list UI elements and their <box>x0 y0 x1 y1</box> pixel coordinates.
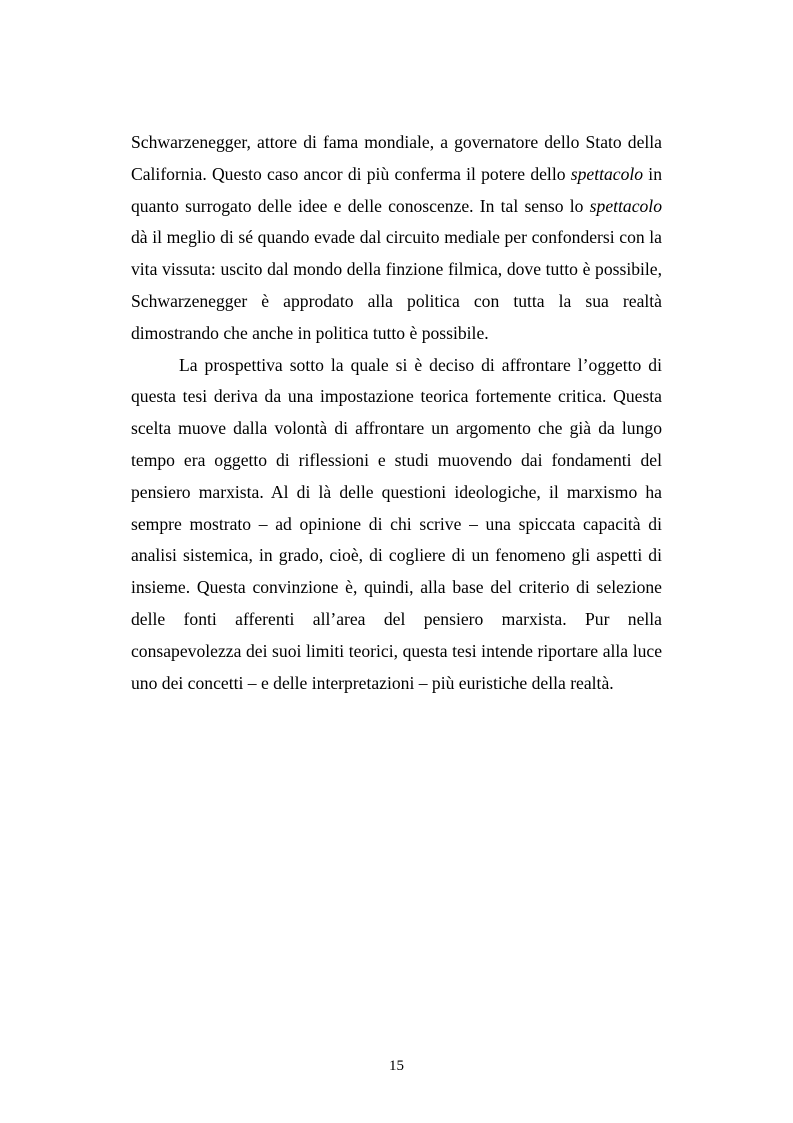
paragraph-1-run-4-italic: spettacolo <box>589 195 662 216</box>
paragraph-1 <box>131 127 662 350</box>
paragraph-1-run-5: dà il meglio di sé quando evade dal circuito mediale per confondersi con la vita vissuta: uscito dal mondo della finzione filmica, dove tutto è possibile, Schwarzenegger è approdato alla politica con tutta la sua realtà dimostrando che anche in politica tutto è possibile. <box>131 227 662 343</box>
paragraph-2 <box>131 350 662 700</box>
page-number: 15 <box>389 1058 404 1074</box>
paragraph-1-run-1: Schwarzenegger, attore di fama mondiale, a governatore dello Stato della California. Questo caso ancor di più conferma il potere dello <box>131 132 662 184</box>
paragraph-1-run-3: in quanto surrogato delle idee e delle conoscenze. In tal senso lo <box>131 163 662 216</box>
body-text <box>131 127 662 699</box>
paragraph-2-run-1: La prospettiva sotto la quale si è deciso di affrontare l’oggetto di questa tesi deriva da una impostazione teorica fortemente critica. Questa scelta muove dalla volontà di affrontare un argomento che già da lungo tempo era oggetto di riflessioni e studi muovendo dai fondamenti del pensiero marxista. Al di là delle questioni ideologiche, il marxismo ha sempre mostrato – ad opinione di chi scrive – una spiccata capacità di analisi sistemica, in grado, cioè, di cogliere di un fenomeno gli aspetti di insieme. Questa convinzione è, quindi, alla base del criterio di selezione delle fonti afferenti all’area del pensiero marxista. Pur nella consapevolezza dei suoi limiti teorici, questa tesi intende riportare alla luce uno dei concetti – e delle interpretazioni – più euristiche della realtà. <box>131 354 662 693</box>
paragraph-1-run-2-italic: spettacolo <box>570 163 644 184</box>
